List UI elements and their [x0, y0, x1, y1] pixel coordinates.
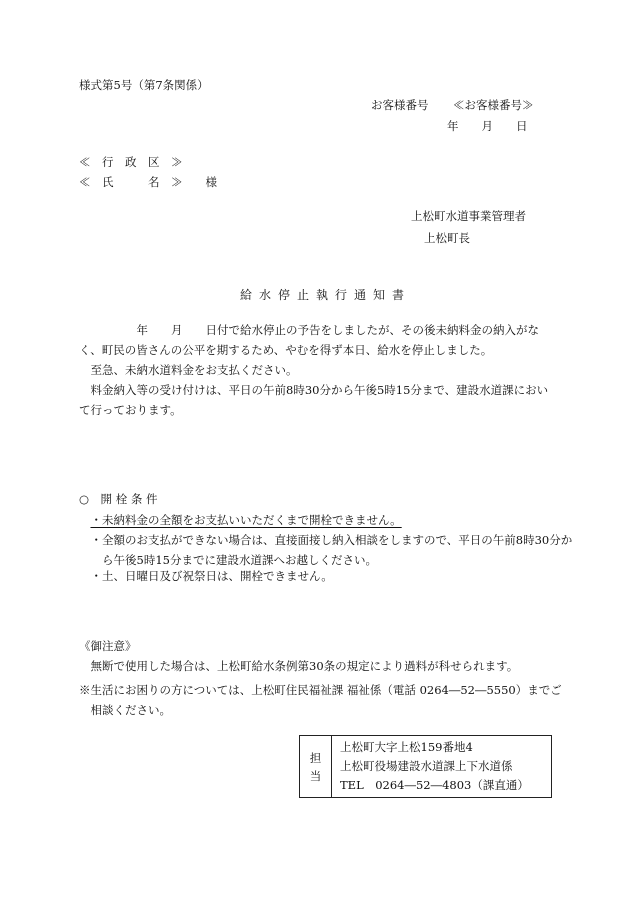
document-title: 給水停止執行通知書	[240, 288, 412, 302]
contact-label-cell	[300, 736, 332, 798]
date-line: 年 月 日	[447, 119, 528, 133]
contact-label: 担当	[309, 750, 322, 783]
body-paragraph-1: 年 月 日付で給水停止の予告をしましたが、その後未納料金の納入がなく、町民の皆さんの公平を期するため、やむを得ず本日、給水を停止しました。	[79, 323, 539, 357]
sender-mayor: 上松町長	[424, 231, 470, 245]
notes-paragraph-1: 無断で使用した場合は、上松町給水条例第30条の規定により過料が科せられます。	[90, 659, 519, 673]
notes-paragraph-2: ※生活にお困りの方については、上松町住民福祉課 福祉係（電話 0264―52―5550）までご相談ください。	[79, 683, 562, 717]
conditions-heading: ○ 開 栓 条 件	[79, 492, 158, 506]
contact-tel: TEL 0264―52―4803（課直通）	[340, 778, 529, 792]
condition-item-3: ・土、日曜日及び祝祭日は、開栓できません。	[90, 569, 333, 583]
recipient-district: ≪ 行 政 区 ≫	[79, 155, 183, 169]
condition-item-2: ・全額のお支払ができない場合は、直接面接し納入相談をしますので、平日の午前8時30分から午後5時15分までに建設水道課へお越しください。	[90, 533, 573, 567]
customer-number-label: お客様番号	[371, 98, 429, 112]
notes-heading: 《御注意》	[79, 639, 137, 653]
contact-department: 上松町役場建設水道課上下水道係	[340, 759, 513, 773]
sender-manager: 上松町水道事業管理者	[411, 209, 526, 223]
recipient-name: ≪ 氏 名 ≫ 様	[79, 175, 217, 189]
body-paragraph-2: 至急、未納水道料金をお支払ください。	[90, 363, 298, 377]
condition-item-1: ・未納料金の全額をお支払いいただくまで開栓できません。	[90, 513, 402, 527]
contact-details	[332, 736, 552, 798]
contact-box	[299, 735, 552, 798]
body-paragraph-3: 料金納入等の受け付けは、平日の午前8時30分から午後5時15分まで、建設水道課において行っております。	[79, 383, 549, 417]
customer-number-value: ≪お客様番号≫	[453, 98, 534, 112]
contact-address: 上松町大字上松159番地4	[340, 740, 473, 754]
form-label: 様式第5号（第7条関係）	[79, 78, 209, 92]
